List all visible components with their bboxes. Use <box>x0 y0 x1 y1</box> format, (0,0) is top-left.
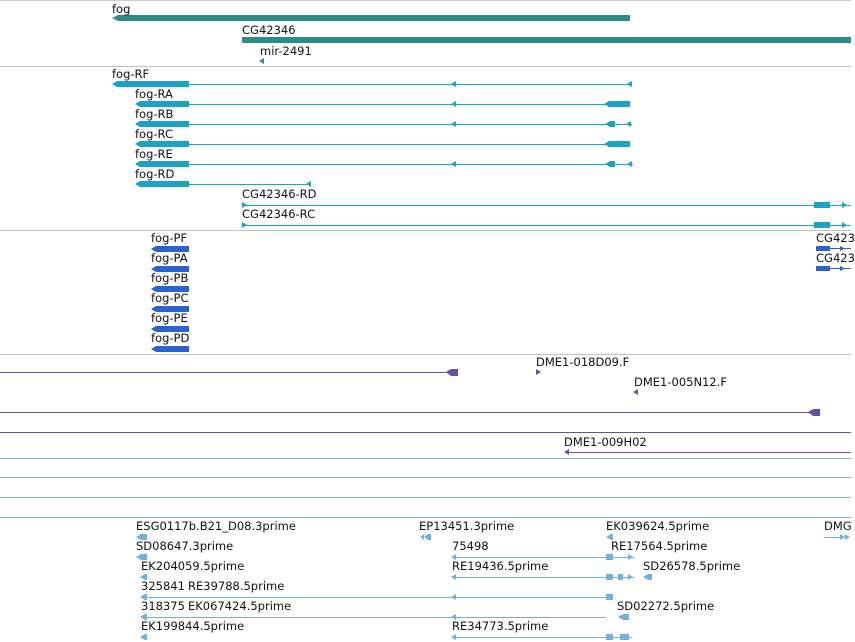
transcript-cg42346-rd-glyph[interactable] <box>242 202 851 208</box>
clone-label-dme1-005n12-f[interactable]: DME1-005N12.F <box>634 375 727 389</box>
clone-dme1-005n12-f-glyph[interactable] <box>633 389 638 395</box>
est-label-re39788[interactable]: RE39788.5prime <box>188 579 285 593</box>
clone-dme1-018d09-f-glyph[interactable] <box>536 369 541 375</box>
transcript-cg42346-rc-glyph[interactable] <box>242 222 851 228</box>
protein-label-fog-pa[interactable]: fog-PA <box>151 251 188 265</box>
clone-dme1-009h02-glyph[interactable] <box>564 449 851 455</box>
est-label-sd26578[interactable]: SD26578.5prime <box>643 559 741 573</box>
transcript-label-fog-re[interactable]: fog-RE <box>135 147 173 161</box>
clone-label-dme1-018d09-f[interactable]: DME1-018D09.F <box>536 355 630 369</box>
est-label-ek039624[interactable]: EK039624.5prime <box>606 519 710 533</box>
gene-mir-2491-glyph[interactable] <box>259 58 264 64</box>
transcript-label-fog-rb[interactable]: fog-RB <box>135 107 174 121</box>
transcript-fog-re-glyph[interactable] <box>135 161 633 167</box>
transcript-fog-rb-glyph[interactable] <box>135 121 632 127</box>
transcript-label-fog-ra[interactable]: fog-RA <box>135 87 173 101</box>
transcript-fog-rf-glyph[interactable] <box>112 81 632 87</box>
transcript-label-cg42346-rc[interactable]: CG42346-RC <box>242 207 316 221</box>
protein-label-fog-pf[interactable]: fog-PF <box>151 231 188 245</box>
clone-left-glyph[interactable] <box>0 369 458 376</box>
clone-label-dme1-009h02[interactable]: DME1-009H02 <box>564 435 647 449</box>
gene-label-cg42346[interactable]: CG42346 <box>242 23 296 37</box>
est-label-sd02272[interactable]: SD02272.5prime <box>617 599 715 613</box>
transcript-label-fog-rd[interactable]: fog-RD <box>135 167 175 181</box>
protein-fog-pd-glyph[interactable] <box>151 346 189 352</box>
est-label-re17564[interactable]: RE17564.5prime <box>611 539 708 553</box>
protein-label-fog-pb[interactable]: fog-PB <box>151 271 189 285</box>
est-label-re34773[interactable]: RE34773.5prime <box>452 619 549 633</box>
protein-label-fog-pc[interactable]: fog-PC <box>151 291 189 305</box>
transcript-label-fog-rc[interactable]: fog-RC <box>135 127 173 141</box>
est-label-ek199844[interactable]: EK199844.5prime <box>141 619 245 633</box>
est-dmg-glyph[interactable] <box>824 534 850 540</box>
protein-label-cg42346-pd[interactable]: CG423 <box>816 231 855 245</box>
est-label-ep13451[interactable]: EP13451.3prime <box>419 519 515 533</box>
est-sd02272-glyph[interactable] <box>618 614 629 620</box>
transcript-fog-rc-glyph[interactable] <box>135 141 630 147</box>
est-re19436-glyph[interactable] <box>451 574 634 580</box>
est-label-sd08647[interactable]: SD08647.3prime <box>136 539 234 553</box>
est-label-75498[interactable]: 75498 <box>452 539 489 553</box>
protein-label-fog-pe[interactable]: fog-PE <box>151 311 188 325</box>
transcript-fog-ra-glyph[interactable] <box>135 101 630 107</box>
est-label-re19436[interactable]: RE19436.5prime <box>452 559 549 573</box>
protein-label-cg42346-pc[interactable]: CG423 <box>816 251 855 265</box>
est-label-318375[interactable]: 318375 <box>141 599 185 613</box>
clone-long-glyph[interactable] <box>0 409 820 416</box>
est-ep13451-glyph[interactable] <box>420 534 431 540</box>
est-label-325841[interactable]: 325841 <box>141 579 185 593</box>
protein-cg42346-pc-glyph[interactable] <box>816 266 851 271</box>
gene-cg42346-glyph[interactable] <box>242 37 851 43</box>
gene-fog-glyph[interactable] <box>112 15 630 21</box>
est-label-dmg[interactable]: DMG <box>824 519 852 533</box>
est-label-ek067424[interactable]: EK067424.5prime <box>188 599 292 613</box>
protein-label-fog-pd[interactable]: fog-PD <box>151 331 190 345</box>
est-label-esg0117b[interactable]: ESG0117b.B21_D08.3prime <box>136 519 296 533</box>
est-ek199844-glyph[interactable] <box>140 634 147 640</box>
transcript-label-fog-rf[interactable]: fog-RF <box>112 67 150 81</box>
est-re34773-glyph[interactable] <box>451 634 632 640</box>
gene-label-mir-2491[interactable]: mir-2491 <box>260 44 312 58</box>
est-re17564-glyph[interactable] <box>613 554 634 560</box>
est-sd26578-glyph[interactable] <box>643 574 652 580</box>
est-label-ek204059[interactable]: EK204059.5prime <box>141 559 245 573</box>
gene-label-fog[interactable]: fog <box>112 2 131 16</box>
transcript-label-cg42346-rd[interactable]: CG42346-RD <box>242 187 317 201</box>
